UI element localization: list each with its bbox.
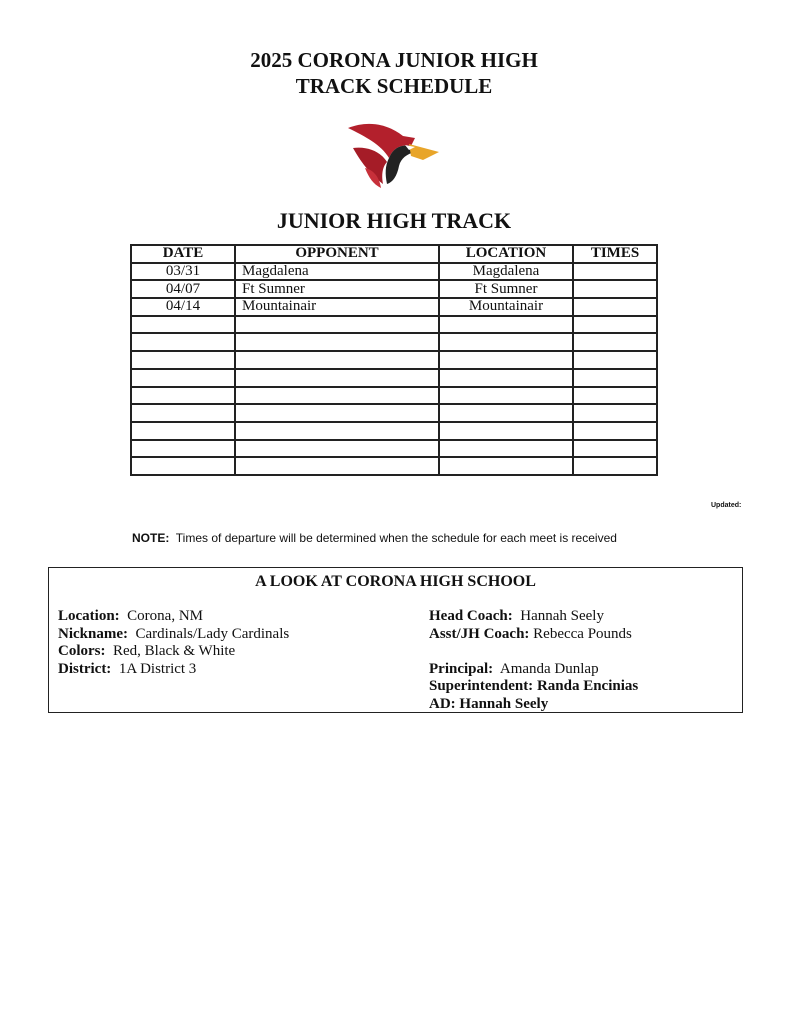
date-cell	[131, 440, 235, 458]
note-text: Times of departure will be determined when the schedule for each meet is received	[175, 531, 617, 545]
times-cell	[573, 404, 657, 422]
times-cell	[573, 369, 657, 387]
info-head-coach: Head Coach: Hannah Seely	[429, 608, 604, 624]
date-cell	[131, 369, 235, 387]
location-cell: Magdalena	[439, 263, 573, 281]
note	[132, 531, 617, 545]
times-cell	[573, 280, 657, 298]
table-row	[131, 440, 657, 458]
info-location: Location: Corona, NM	[58, 608, 203, 624]
info-right-column	[429, 608, 638, 713]
opponent-cell	[235, 316, 439, 334]
school-info-box	[48, 567, 743, 713]
table-header-row	[131, 245, 657, 263]
opponent-cell	[235, 351, 439, 369]
opponent-cell: Ft Sumner	[235, 280, 439, 298]
opponent-cell: Mountainair	[235, 298, 439, 316]
date-cell	[131, 316, 235, 334]
info-superintendent: Superintendent: Randa Encinias	[429, 678, 639, 694]
opponent-cell	[235, 440, 439, 458]
table-row	[131, 298, 657, 316]
info-nickname: Nickname: Cardinals/Lady Cardinals	[58, 625, 290, 642]
table-row	[131, 404, 657, 422]
info-asst-coach: Asst/JH Coach: Rebecca Pounds	[429, 625, 632, 642]
section-title: JUNIOR HIGH TRACK	[276, 208, 512, 233]
times-cell	[573, 387, 657, 405]
table-row	[131, 333, 657, 351]
column-header-opponent: OPPONENT	[235, 245, 439, 263]
table-row	[131, 457, 657, 475]
table-row	[131, 387, 657, 405]
opponent-cell	[235, 387, 439, 405]
date-cell: 04/14	[131, 298, 235, 316]
date-cell	[131, 387, 235, 405]
opponent-cell: Magdalena	[235, 263, 439, 281]
schedule-table	[130, 244, 658, 476]
info-title: A LOOK AT CORONA HIGH SCHOOL	[255, 573, 536, 590]
location-cell: Ft Sumner	[439, 280, 573, 298]
times-cell	[573, 457, 657, 475]
times-cell	[573, 316, 657, 334]
date-cell: 03/31	[131, 263, 235, 281]
opponent-cell	[235, 369, 439, 387]
opponent-cell	[235, 404, 439, 422]
date-cell	[131, 422, 235, 440]
times-cell	[573, 333, 657, 351]
page-title: 2025 CORONA JUNIOR HIGH	[250, 48, 538, 72]
column-header-location: LOCATION	[439, 245, 573, 263]
times-cell	[573, 263, 657, 281]
page-title-line2: TRACK SCHEDULE	[295, 74, 493, 98]
location-cell	[439, 369, 573, 387]
table-row	[131, 351, 657, 369]
column-header-times: TIMES	[573, 245, 657, 263]
info-colors: Colors: Red, Black & White	[58, 643, 236, 659]
date-cell	[131, 333, 235, 351]
date-cell: 04/07	[131, 280, 235, 298]
cardinal-logo-icon	[343, 118, 443, 190]
times-cell	[573, 440, 657, 458]
table-row	[131, 263, 657, 281]
opponent-cell	[235, 457, 439, 475]
location-cell	[439, 316, 573, 334]
table-row	[131, 316, 657, 334]
date-cell	[131, 351, 235, 369]
column-header-date: DATE	[131, 245, 235, 263]
location-cell	[439, 440, 573, 458]
info-principal: Principal: Amanda Dunlap	[429, 660, 599, 677]
location-cell	[439, 351, 573, 369]
info-left-column	[58, 608, 289, 678]
location-cell	[439, 404, 573, 422]
info-district: District: 1A District 3	[58, 660, 197, 677]
table-row	[131, 369, 657, 387]
note-label: NOTE:	[132, 531, 170, 545]
date-cell	[131, 457, 235, 475]
date-cell	[131, 404, 235, 422]
table-row	[131, 422, 657, 440]
opponent-cell	[235, 333, 439, 351]
updated-label: Updated:	[711, 502, 742, 509]
location-cell	[439, 457, 573, 475]
times-cell	[573, 422, 657, 440]
times-cell	[573, 298, 657, 316]
location-cell	[439, 422, 573, 440]
location-cell	[439, 333, 573, 351]
opponent-cell	[235, 422, 439, 440]
info-ad: AD: Hannah Seely	[429, 695, 549, 712]
table-row	[131, 280, 657, 298]
times-cell	[573, 351, 657, 369]
location-cell	[439, 387, 573, 405]
location-cell: Mountainair	[439, 298, 573, 316]
